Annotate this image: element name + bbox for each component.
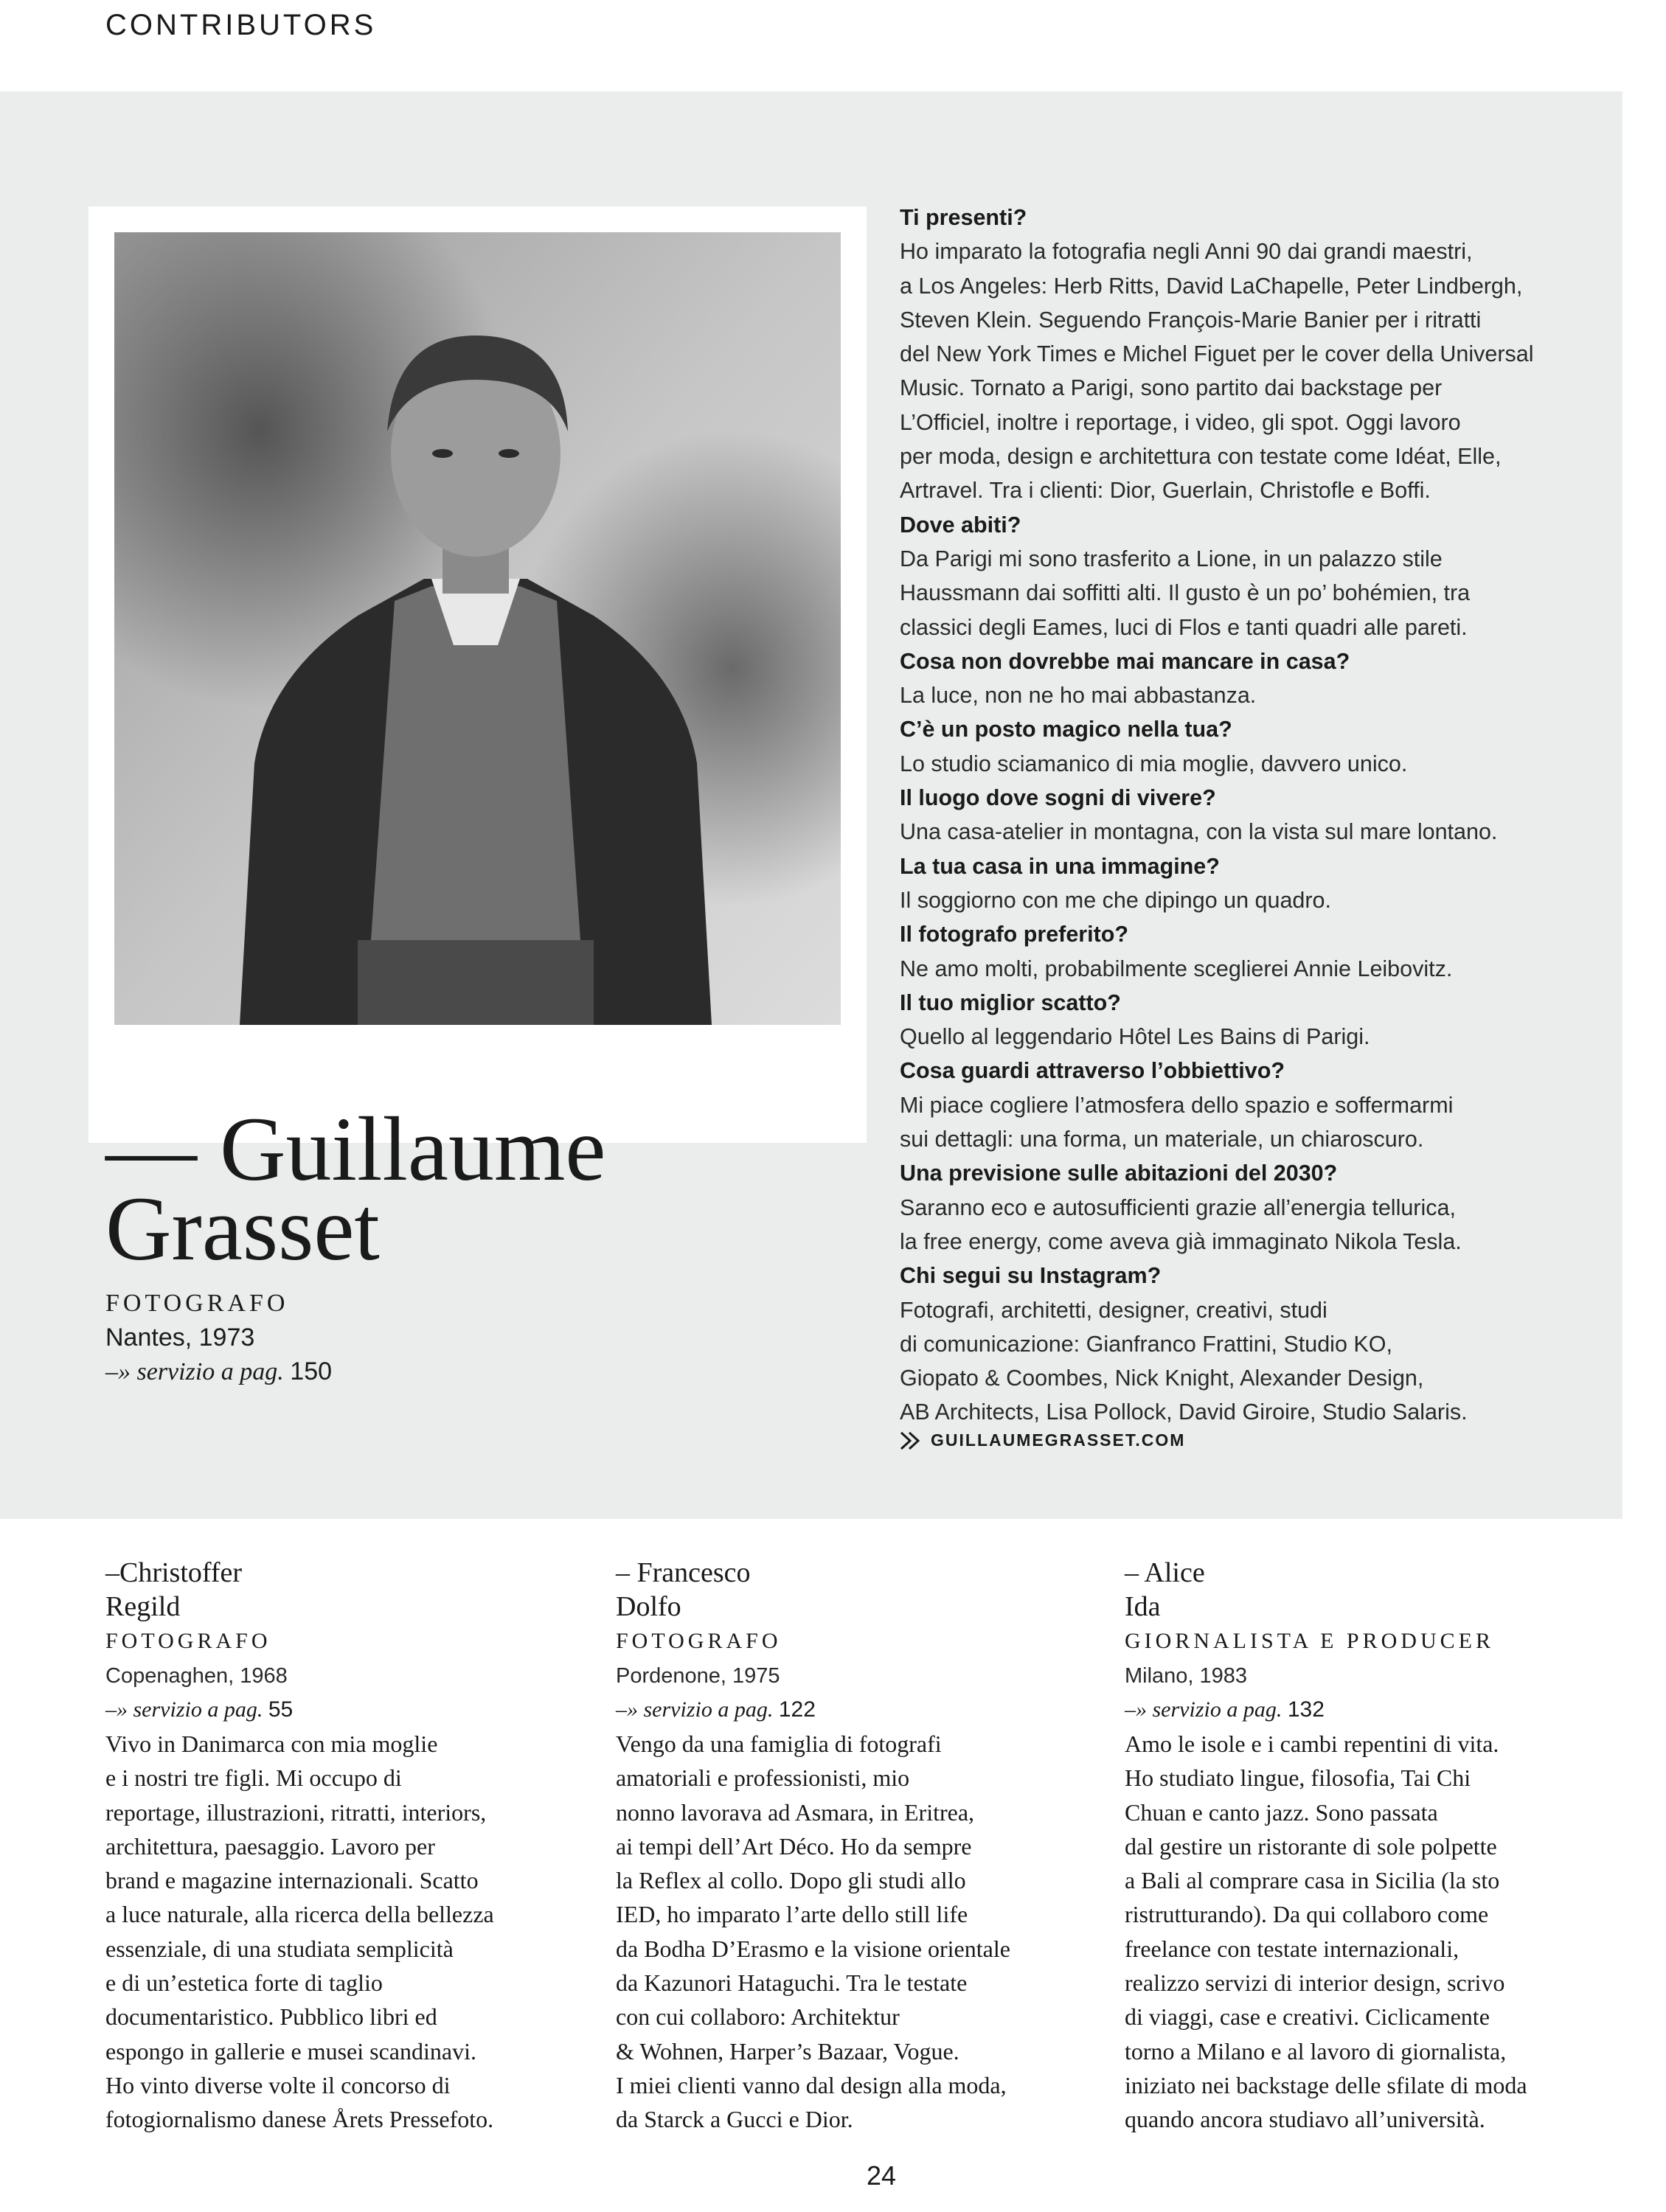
bio-line: freelance con testate internazionali, — [1125, 1935, 1460, 1962]
bio-line: torno a Milano e al lavoro di giornalista, — [1125, 2037, 1507, 2065]
contributor-meta — [105, 1287, 332, 1389]
reference-prefix: –» servizio a pag. — [105, 1697, 263, 1722]
question: Chi segui su Instagram? — [900, 1263, 1162, 1289]
bio-line: fotogiornalismo danese Årets Pressefoto. — [105, 2106, 494, 2133]
page-reference — [105, 1693, 577, 1727]
page-reference — [105, 1354, 332, 1389]
answer-line: Quello al leggendario Hôtel Les Bains di Parigi. — [900, 1024, 1370, 1050]
bio-line: ristrutturando). Da qui collaboro come — [1125, 1901, 1489, 1928]
answer-line: Lo studio sciamanico di mia moglie, davvero unico. — [900, 751, 1408, 776]
bio-line: quando ancora studiavo all’università. — [1125, 2106, 1485, 2133]
answer-line: AB Architects, Lisa Pollock, David Giroire, Studio Salaris. — [900, 1399, 1468, 1425]
bio — [1125, 1727, 1597, 2137]
city-year: Copenaghen, 1968 — [105, 1664, 288, 1688]
bio — [616, 1727, 1088, 2137]
answer-line: Una casa-atelier in montagna, con la vista sul mare lontano. — [900, 819, 1498, 845]
section-label: CONTRIBUTORS — [105, 9, 377, 41]
bio-line: Ho studiato lingue, filosofia, Tai Chi — [1125, 1764, 1471, 1792]
bio-line: con cui collaboro: Architektur — [616, 2003, 900, 2031]
reference-page: 150 — [290, 1357, 333, 1385]
answer-line: la free energy, come aveva già immaginato Nikola Tesla. — [900, 1228, 1462, 1254]
bio-line: e di un’estetica forte di taglio — [105, 1969, 383, 1997]
bio-line: & Wohnen, Harper’s Bazaar, Vogue. — [616, 2037, 959, 2065]
answer-line: Ho imparato la fotografia negli Anni 90 dai grandi maestri, — [900, 239, 1473, 265]
answer-line: Fotografi, architetti, designer, creativi, studi — [900, 1297, 1327, 1323]
reference-prefix: –» servizio a pag. — [616, 1697, 774, 1722]
answer-line: del New York Times e Michel Figuet per le cover della Universal — [900, 341, 1534, 367]
answer-line: L’Officiel, inoltre i reportage, i video, gli spot. Oggi lavoro — [900, 409, 1461, 435]
contributor-name-line-2: Ida — [1125, 1591, 1161, 1622]
answer-line: Ne amo molti, probabilmente sceglierei Annie Leibovitz. — [900, 956, 1453, 981]
answer-line: per moda, design e architettura con testate come Idéat, Elle, — [900, 444, 1502, 470]
bio-line: I miei clienti vanno dal design alla moda, — [616, 2071, 1007, 2098]
bio-line: reportage, illustrazioni, ritratti, interiors, — [105, 1798, 487, 1826]
page-reference — [1125, 1693, 1597, 1727]
question: Ti presenti? — [900, 205, 1027, 230]
bio-line: espongo in gallerie e musei scandinavi. — [105, 2037, 476, 2065]
portrait-photo — [114, 232, 841, 1025]
answer-line: di comunicazione: Gianfranco Frattini, Studio KO, — [900, 1331, 1392, 1357]
question: La tua casa in una immagine? — [900, 853, 1220, 879]
page-reference — [616, 1693, 1088, 1727]
bio-line: IED, ho imparato l’arte dello still life — [616, 1901, 968, 1928]
contributor-name — [105, 1099, 606, 1279]
contributor-column-2 — [616, 1556, 1088, 2137]
answer-line: Mi piace cogliere l’atmosfera dello spazio e soffermarmi — [900, 1092, 1454, 1118]
bio-line: a luce naturale, alla ricerca della bellezza — [105, 1901, 494, 1928]
interview — [900, 201, 1608, 1430]
bio-line: documentaristico. Pubblico libri ed — [105, 2003, 437, 2031]
answer-line: Da Parigi mi sono trasferito a Lione, in un palazzo stile — [900, 546, 1443, 571]
answer-line: Il soggiorno con me che dipingo un quadro. — [900, 887, 1331, 913]
answer-line: Giopato & Coombes, Nick Knight, Alexander Design, — [900, 1366, 1424, 1391]
double-chevron-icon — [900, 1431, 922, 1450]
contributor-name-line-2: Regild — [105, 1591, 181, 1622]
question: Il luogo dove sogni di vivere? — [900, 785, 1216, 811]
city-year: Nantes, 1973 — [105, 1324, 255, 1352]
bio-line: dal gestire un ristorante di sole polpette — [1125, 1832, 1497, 1860]
bio-line: amatoriali e professionisti, mio — [616, 1764, 910, 1792]
reference-page: 132 — [1287, 1697, 1325, 1722]
answer-line: La luce, non ne ho mai abbastanza. — [900, 683, 1257, 709]
contributor-column-1 — [105, 1556, 577, 2137]
city-year: Pordenone, 1975 — [616, 1664, 780, 1688]
bio-line: essenziale, di una studiata semplicità — [105, 1935, 454, 1962]
bio — [105, 1727, 577, 2137]
role: FOTOGRAFO — [105, 1629, 271, 1653]
bio-line: Vengo da una famiglia di fotografi — [616, 1731, 942, 1757]
answer-line: sui dettagli: una forma, un materiale, un chiaroscuro. — [900, 1127, 1424, 1152]
contributor-name-line-1: – Francesco — [616, 1557, 751, 1588]
question: Il fotografo preferito? — [900, 922, 1129, 947]
bio-line: da Bodha D’Erasmo e la visione orientale — [616, 1935, 1010, 1962]
bio-line: brand e magazine internazionali. Scatto — [105, 1867, 479, 1894]
question: C’è un posto magico nella tua? — [900, 717, 1232, 742]
bio-line: Vivo in Danimarca con mia moglie — [105, 1731, 438, 1757]
bio-line: e i nostri tre figli. Mi occupo di — [105, 1764, 402, 1792]
bio-line: nonno lavorava ad Asmara, in Eritrea, — [616, 1798, 975, 1826]
reference-page: 55 — [268, 1697, 294, 1722]
contributor-name-line-1: –Christoffer — [105, 1557, 243, 1588]
bio-line: Ho vinto diverse volte il concorso di — [105, 2071, 451, 2098]
website-link[interactable] — [900, 1430, 1185, 1450]
answer-line: Haussmann dai soffitti alti. Il gusto è un po’ bohémien, tra — [900, 580, 1471, 606]
question: Cosa non dovrebbe mai mancare in casa? — [900, 648, 1350, 674]
role: GIORNALISTA E PRODUCER — [1125, 1629, 1494, 1653]
contributor-column-3 — [1125, 1556, 1597, 2137]
answer-line: Music. Tornato a Parigi, sono partito dai backstage per — [900, 375, 1443, 401]
bio-line: a Bali al comprare casa in Sicilia (la sto — [1125, 1867, 1500, 1894]
answer-line: classici degli Eames, luci di Flos e tanti quadri alle pareti. — [900, 614, 1468, 640]
contributor-name-line-2: Dolfo — [616, 1591, 681, 1622]
bio-line: da Kazunori Hataguchi. Tra le testate — [616, 1969, 968, 1997]
answer-line: Artravel. Tra i clienti: Dior, Guerlain, Christofle e Boffi. — [900, 478, 1431, 504]
reference-prefix: –» servizio a pag. — [105, 1358, 284, 1385]
name-line-2: Grasset — [105, 1178, 380, 1279]
bio-line: la Reflex al collo. Dopo gli studi allo — [616, 1867, 966, 1894]
website-url[interactable]: GUILLAUMEGRASSET.COM — [931, 1430, 1186, 1450]
city-year: Milano, 1983 — [1125, 1664, 1248, 1688]
bio-line: ai tempi dell’Art Déco. Ho da sempre — [616, 1832, 972, 1860]
bio-line: Amo le isole e i cambi repentini di vita. — [1125, 1731, 1499, 1757]
answer-line: a Los Angeles: Herb Ritts, David LaChapelle, Peter Lindbergh, — [900, 273, 1523, 299]
bio-line: di viaggi, case e creativi. Ciclicamente — [1125, 2003, 1490, 2031]
bio-line: architettura, paesaggio. Lavoro per — [105, 1832, 435, 1860]
reference-prefix: –» servizio a pag. — [1125, 1697, 1283, 1722]
bio-line: iniziato nei backstage delle sfilate di moda — [1125, 2071, 1527, 2098]
answer-line: Steven Klein. Seguendo François-Marie Banier per i ritratti — [900, 307, 1482, 333]
question: Il tuo miglior scatto? — [900, 990, 1121, 1015]
name-line-1: — Guillaume — [105, 1099, 606, 1200]
role: FOTOGRAFO — [616, 1629, 782, 1653]
question: Cosa guardi attraverso l’obbiettivo? — [900, 1058, 1285, 1084]
question: Una previsione sulle abitazioni del 2030? — [900, 1161, 1338, 1186]
role: FOTOGRAFO — [105, 1290, 289, 1317]
bio-line: Chuan e canto jazz. Sono passata — [1125, 1798, 1438, 1826]
bio-line: da Starck a Gucci e Dior. — [616, 2106, 853, 2133]
question: Dove abiti? — [900, 512, 1021, 538]
bio-line: realizzo servizi di interior design, scrivo — [1125, 1969, 1505, 1997]
answer-line: Saranno eco e autosufficienti grazie all’energia tellurica, — [900, 1194, 1456, 1220]
reference-page: 122 — [778, 1697, 816, 1722]
page-number: 24 — [867, 2160, 897, 2191]
contributor-name-line-1: – Alice — [1125, 1557, 1205, 1588]
